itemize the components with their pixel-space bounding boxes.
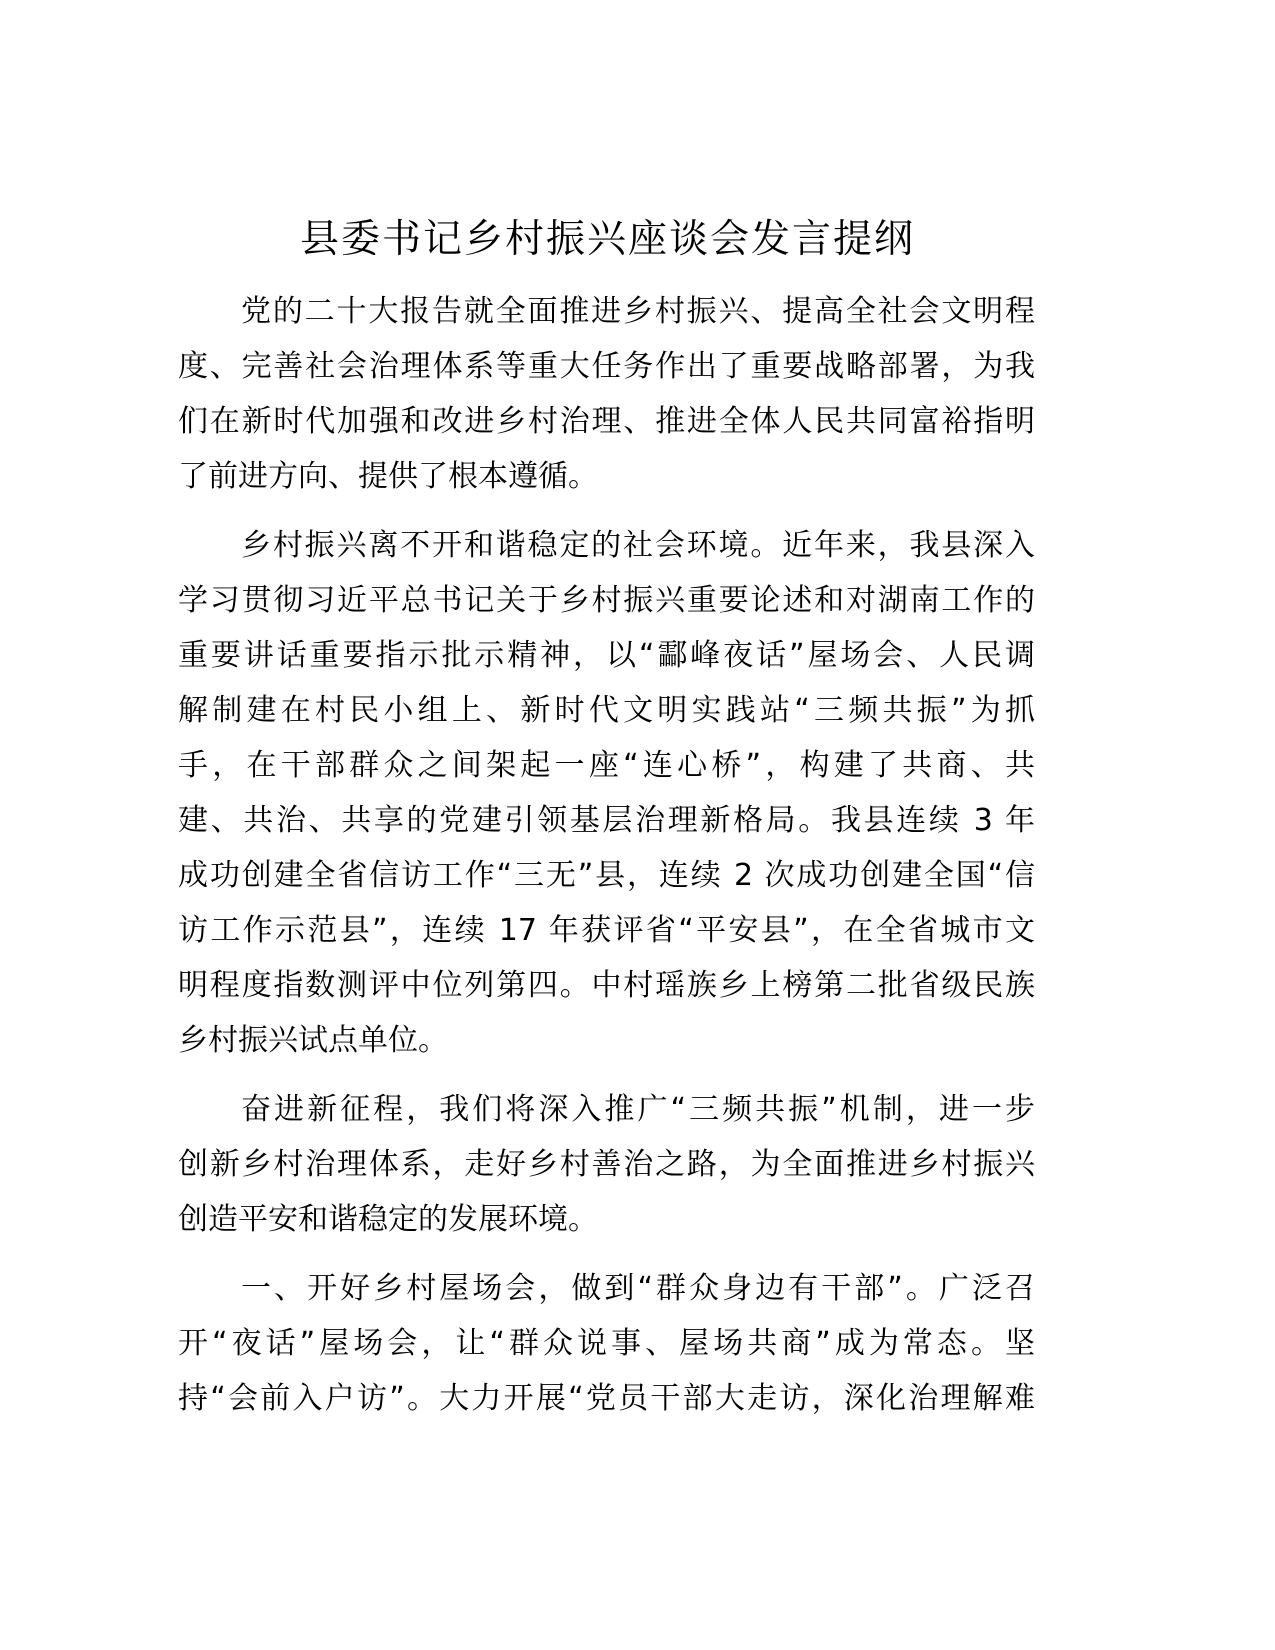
paragraph [178, 1082, 1035, 1247]
paragraph-line: 开“夜话”屋场会，让“群众说事、屋场共商”成为常态。坚 [178, 1326, 1035, 1361]
paragraph [178, 284, 1035, 504]
paragraph-line: 一、开好乡村屋场会，做到“群众身边有干部”。广泛召 [241, 1271, 1035, 1306]
paragraph [178, 1261, 1035, 1426]
paragraph-line: 奋进新征程，我们将深入推广“三频共振”机制，进一步 [241, 1092, 1035, 1127]
paragraph-line: 乡村振兴离不开和谐稳定的社会环境。近年来，我县深入 [241, 528, 1035, 563]
paragraph-line: 创造平安和谐稳定的发展环境。 [178, 1202, 598, 1237]
paragraph-line: 度、完善社会治理体系等重大任务作出了重要战略部署，为我 [178, 349, 1035, 384]
paragraph-line: 解制建在村民小组上、新时代文明实践站“三频共振”为抓 [178, 693, 1035, 728]
paragraph-line: 手，在干部群众之间架起一座“连心桥”，构建了共商、共 [178, 748, 1035, 783]
paragraph-line: 们在新时代加强和改进乡村治理、推进全体人民共同富裕指明 [178, 404, 1035, 439]
paragraph [178, 518, 1035, 1068]
paragraph-line: 访工作示范县”，连续 17 年获评省“平安县”，在全省城市文 [178, 913, 1035, 948]
paragraph-line: 学习贯彻习近平总书记关于乡村振兴重要论述和对湖南工作的 [178, 583, 1035, 618]
paragraph-line: 了前进方向、提供了根本遵循。 [178, 459, 598, 494]
paragraph-line: 重要讲话重要指示批示精神，以“酃峰夜话”屋场会、人民调 [178, 638, 1035, 673]
paragraph-line: 建、共治、共享的党建引领基层治理新格局。我县连续 3 年 [178, 803, 1035, 838]
paragraph-line: 乡村振兴试点单位。 [178, 1023, 448, 1058]
document-title: 县委书记乡村振兴座谈会发言提纲 [299, 217, 915, 262]
paragraph-line: 创新乡村治理体系，走好乡村善治之路，为全面推进乡村振兴 [178, 1147, 1035, 1182]
paragraph-line: 党的二十大报告就全面推进乡村振兴、提高全社会文明程 [241, 294, 1035, 329]
paragraph-line: 持“会前入户访”。大力开展“党员干部大走访，深化治理解难 [178, 1381, 1035, 1416]
paragraph-line: 明程度指数测评中位列第四。中村瑶族乡上榜第二批省级民族 [178, 968, 1035, 1003]
paragraph-line: 成功创建全省信访工作“三无”县，连续 2 次成功创建全国“信 [178, 858, 1035, 893]
